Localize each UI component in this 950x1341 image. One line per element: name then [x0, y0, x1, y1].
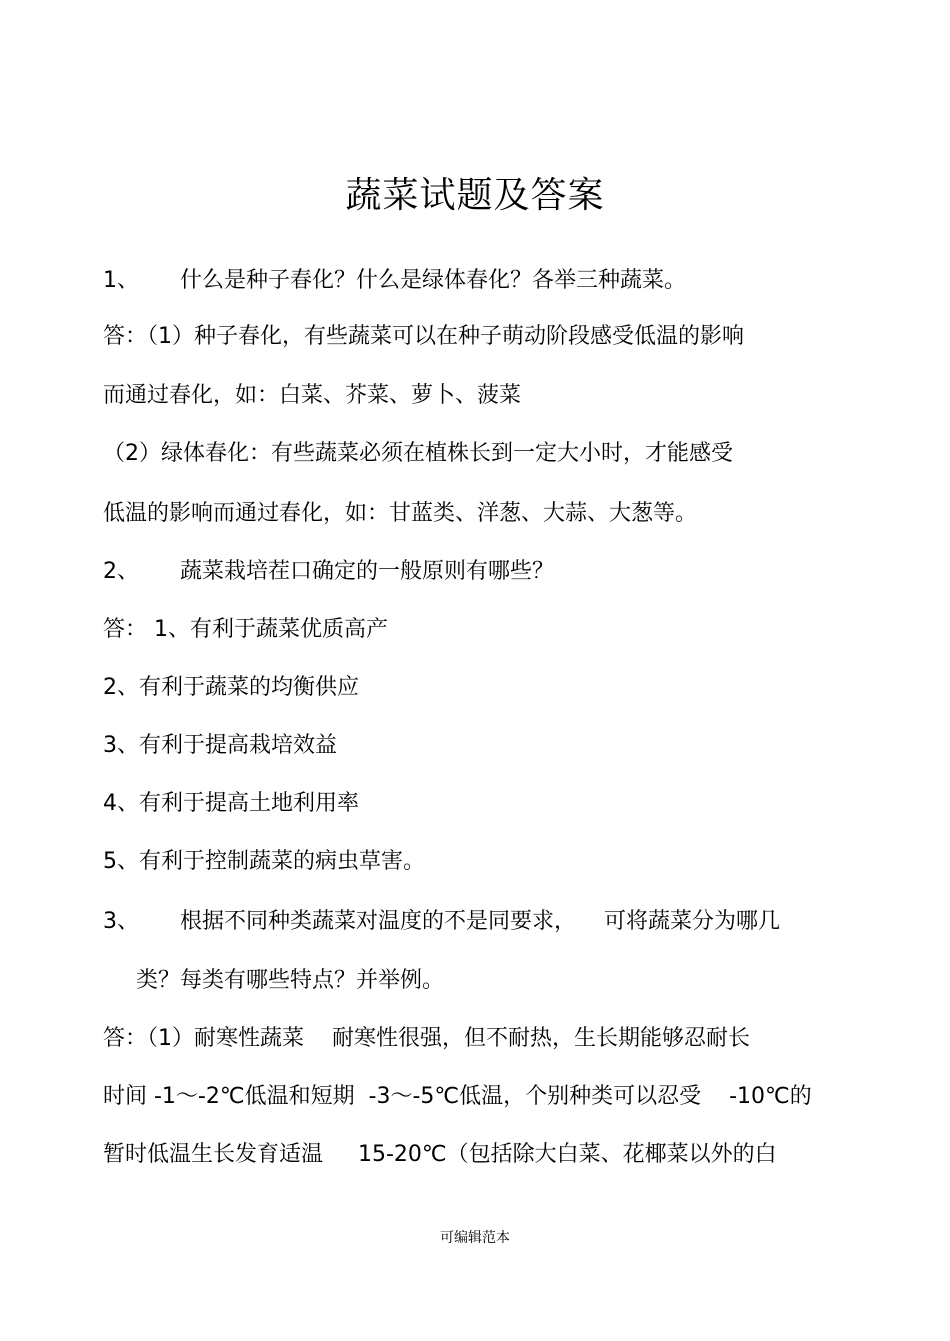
answer-1-line-4: 低温的影响而通过春化，如：甘蓝类、洋葱、大蒜、大葱等。	[103, 501, 698, 526]
answer-3-line-2: 时间 -1～-2℃低温和短期 -3～-5℃低温，个别种类可以忍受 -10℃的	[103, 1084, 812, 1109]
answer-2-line-2: 2、有利于蔬菜的均衡供应	[103, 675, 359, 700]
question-3-continuation: 类？每类有哪些特点？并举例。	[136, 968, 445, 993]
question-3	[103, 907, 780, 937]
answer-2-line-5: 5、有利于控制蔬菜的病虫草害。	[103, 849, 425, 874]
page-footer: 可编辑范本	[440, 1230, 510, 1246]
question-text: 什么是种子春化？什么是绿体春化？各举三种蔬菜。	[180, 268, 687, 293]
answer-2-line-1: 答： 1、有利于蔬菜优质高产	[103, 617, 388, 642]
answer-3-line-1: 答：（1）耐寒性蔬菜 耐寒性很强，但不耐热，生长期能够忍耐长	[103, 1026, 750, 1051]
question-text: 根据不同种类蔬菜对温度的不是同要求， 可将蔬菜分为哪几	[180, 909, 780, 934]
answer-1-line-3: （2）绿体春化：有些蔬菜必须在植株长到一定大小时，才能感受	[103, 441, 733, 466]
document-title: 蔬菜试题及答案	[345, 175, 605, 216]
question-text: 蔬菜栽培茬口确定的一般原则有哪些？	[180, 559, 555, 584]
question-number: 1、	[103, 268, 139, 293]
answer-1-line-1: 答：（1）种子春化，有些蔬菜可以在种子萌动阶段感受低温的影响	[103, 324, 744, 349]
answer-3-line-3: 暂时低温生长发育适温 15-20℃（包括除大白菜、花椰菜以外的白	[103, 1142, 777, 1167]
answer-1-line-2: 而通过春化，如：白菜、芥菜、萝卜、菠菜	[103, 383, 522, 408]
question-number: 2、	[103, 559, 139, 584]
answer-2-line-3: 3、有利于提高栽培效益	[103, 733, 337, 758]
question-2	[103, 557, 554, 587]
answer-2-line-4: 4、有利于提高土地利用率	[103, 791, 359, 816]
question-number: 3、	[103, 909, 139, 934]
question-1	[103, 266, 686, 296]
